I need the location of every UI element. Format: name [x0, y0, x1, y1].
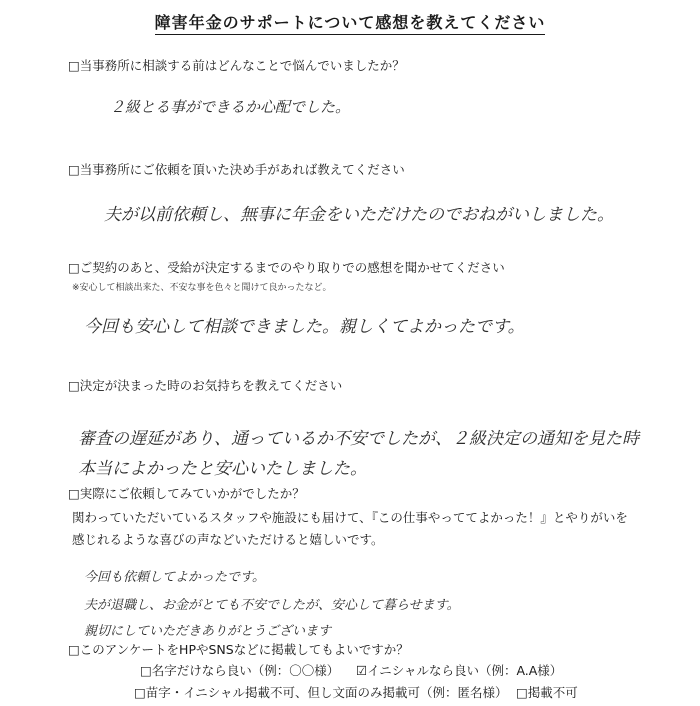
answer-4-line-2: 本当によかったと安心いたしました。: [78, 459, 367, 479]
question-4: □決定が決まった時のお気持ちを教えてください: [68, 378, 343, 393]
answer-4-line-1: 審査の遅延があり、通っているか不安でしたが、２級決定の通知を見た時: [78, 429, 639, 449]
answer-3: 今回も安心して相談できました。親しくてよかったです。: [84, 317, 525, 337]
question-5-body-line-2: 感じれるような喜びの声などいただけると嬉しいです。: [72, 532, 384, 547]
question-3-note: ※安心して相談出来た、不安な事を色々と聞けて良かったなど。: [72, 283, 332, 293]
question-3: □ご契約のあと、受給が決定するまでのやり取りでの感想を聞かせてください: [68, 260, 505, 275]
answer-5-line-1: 今回も依頼してよかったです。: [84, 570, 265, 585]
answer-5-line-3: 親切にしていただきありがとうございます: [84, 624, 332, 639]
question-6: □このアンケートをHPやSNSなどに掲載してもよいですか？: [68, 642, 409, 657]
question-5-body-line-1: 関わっていただいているスタッフや施設にも届けて、『この仕事やっててよかった！』とやりがいを: [72, 510, 628, 525]
page-title-text: 障害年金のサポートについて感想を教えてください: [155, 13, 546, 35]
option-text-only[interactable]: □苗字・イニシャル掲載不可、但し文面のみ掲載可（例：匿名様）: [134, 685, 508, 700]
option-surname-only[interactable]: □名字だけなら良い（例：〇〇様）: [140, 663, 340, 678]
answer-5-line-2: 夫が退職し、お金がとても不安でしたが、安心して暮らせます。: [84, 598, 460, 613]
answer-2: 夫が以前依頼し、無事に年金をいただけたのでおねがいしました。: [104, 205, 614, 225]
option-not-allowed[interactable]: □掲載不可: [516, 685, 578, 700]
question-5: □実際にご依頼してみていかがでしたか？: [68, 486, 305, 501]
question-2: □当事務所にご依頼を頂いた決め手があれば教えてください: [68, 162, 405, 177]
page-title: [0, 10, 700, 33]
option-initials-checked[interactable]: ☑イニシャルなら良い（例：A.A様）: [356, 663, 563, 678]
answer-1: ２級とる事ができるか心配でした。: [110, 98, 351, 116]
question-1: □当事務所に相談する前はどんなことで悩んでいましたか？: [68, 58, 405, 73]
